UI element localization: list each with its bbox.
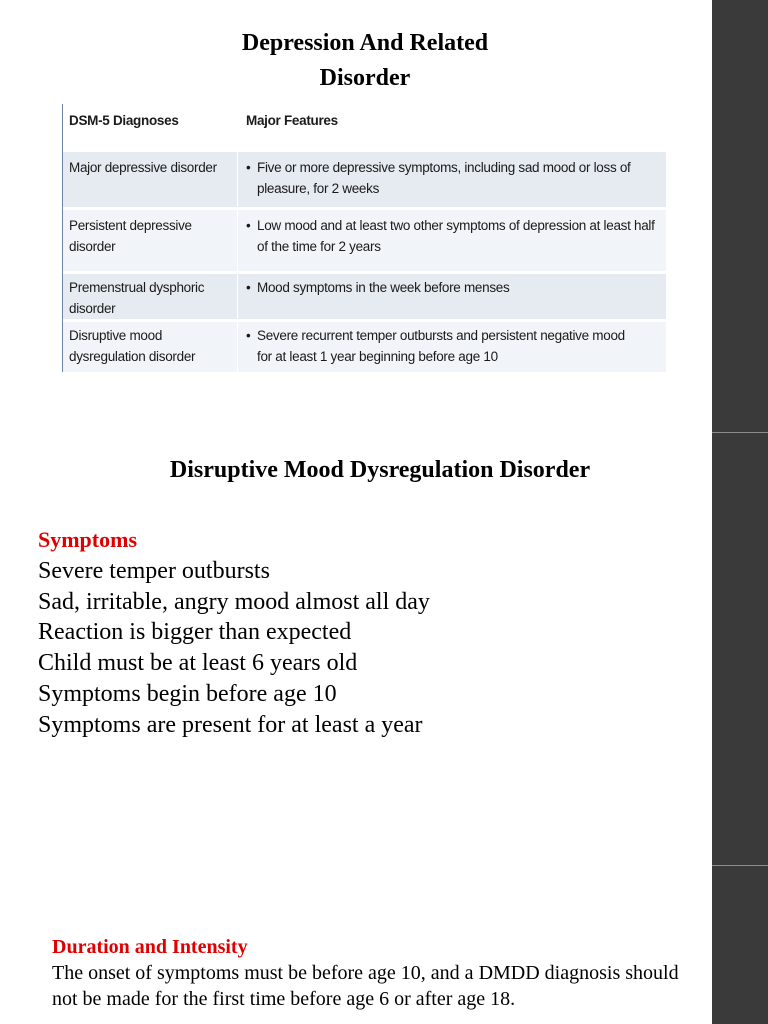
symptoms-label: Symptoms bbox=[38, 527, 138, 552]
bullet-icon: • bbox=[246, 328, 251, 343]
list-item: Reaction is bigger than expected bbox=[38, 619, 352, 646]
diagnosis-cell: Disruptive mood dysregulation disorder bbox=[63, 322, 238, 372]
list-item: Sad, irritable, angry mood almost all day bbox=[38, 588, 430, 615]
diagnosis-cell: Persistent depressive disorder bbox=[63, 210, 238, 271]
duration-label: Duration and Intensity bbox=[52, 936, 248, 958]
header-features: Major Features bbox=[246, 113, 338, 128]
features-cell: • Severe recurrent temper outbursts and persistent negative mood for at least 1 year beginning before age 10 bbox=[238, 322, 666, 372]
header-diagnoses: DSM-5 Diagnoses bbox=[63, 104, 238, 149]
table-row bbox=[63, 152, 666, 207]
table-row bbox=[63, 322, 666, 372]
dsm-table bbox=[62, 104, 666, 372]
list-item: Severe temper outbursts bbox=[38, 558, 270, 584]
title-line-2: Disorder bbox=[319, 65, 411, 91]
page-divider bbox=[712, 432, 768, 433]
symptom-list bbox=[38, 556, 430, 740]
list-item: Symptoms begin before age 10 bbox=[38, 680, 337, 707]
features-cell: • Five or more depressive symptoms, including sad mood or loss of pleasure, for 2 weeks bbox=[238, 152, 666, 207]
document-title bbox=[140, 26, 590, 96]
diagnosis-cell: Major depressive disorder bbox=[63, 152, 238, 207]
features-cell: • Low mood and at least two other symptoms of depression at least half of the time for 2 years bbox=[238, 210, 666, 271]
title-line-1: Depression And Related bbox=[241, 30, 489, 56]
duration-text: The onset of symptoms must be before age 10, and a DMDD diagnosis should not be made for the first time before age 6 or after age 18. bbox=[52, 962, 679, 1010]
list-item: Symptoms are present for at least a year bbox=[38, 711, 423, 738]
features-cell: • Mood symptoms in the week before menses bbox=[238, 274, 666, 319]
bullet-icon: • bbox=[246, 160, 251, 175]
dsm-table-header bbox=[63, 104, 666, 149]
viewer-sidebar[interactable] bbox=[712, 0, 768, 1024]
section-heading: Disruptive Mood Dysregulation Disorder bbox=[169, 457, 591, 483]
list-item: Child must be at least 6 years old bbox=[38, 650, 358, 677]
bullet-icon: • bbox=[246, 280, 251, 295]
table-row bbox=[63, 274, 666, 319]
bullet-icon: • bbox=[246, 218, 251, 233]
page-divider bbox=[712, 865, 768, 866]
diagnosis-cell: Premenstrual dysphoric disorder bbox=[63, 274, 238, 319]
table-row bbox=[63, 210, 666, 271]
